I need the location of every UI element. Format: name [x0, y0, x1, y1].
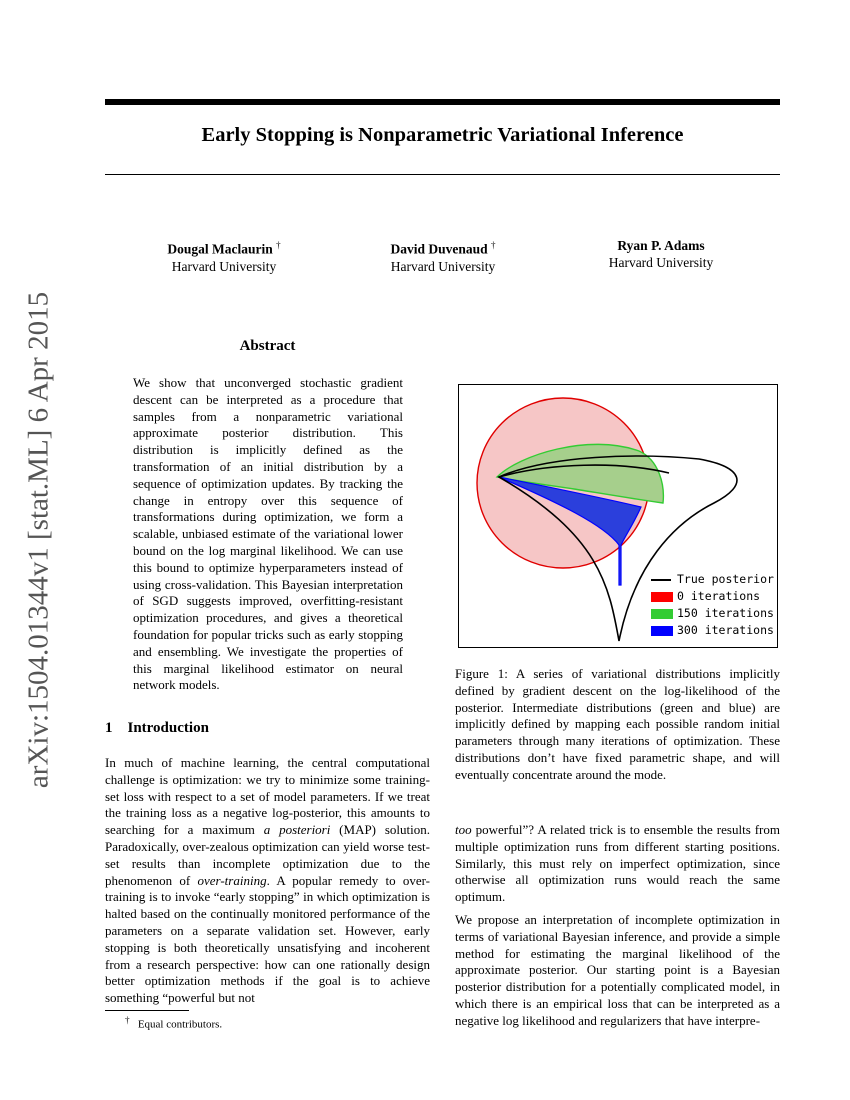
author-affiliation: Harvard University — [390, 258, 496, 274]
author-affiliation: Harvard University — [608, 255, 714, 270]
footnote: † Equal contributors. — [125, 1015, 223, 1031]
legend-red-swatch — [651, 592, 673, 602]
legend-line-swatch — [651, 579, 671, 581]
intro-col2-paragraph-1: too powerful”? A related trick is to ensemble the results from multiple optimization runs from different starting positions. Similarly, this must rely on imperfect optimization, since otherwise all optimization runs would reach the same optimum. — [455, 822, 780, 905]
intro-paragraph-1: In much of machine learning, the central computational challenge is optimization: we try to minimize some training-set loss with respect to a set of model parameters. If we treat the training loss as a negative log-posterior, this amounts to searching for a maximum a posteriori (MAP) solution. Paradoxically, over-zealous optimization can yield worse test-set results than incomplete optimization due to the phenomenon of over-training. A popular remedy to over-training is to invoke “early stopping” in which optimization is halted based on the continually monitored performance of the parameters on a separate validation set. However, early stopping is both theoretically unsatisfying and incoherent from a research perspective: how can one rationally design better optimization methods if the goal is to achieve something “powerful but not — [105, 755, 430, 1006]
figure-1 — [458, 384, 778, 648]
section-title: Introduction — [127, 720, 209, 736]
footnote-rule — [105, 1010, 189, 1011]
author-mark: † — [491, 240, 496, 250]
author-name: David Duvenaud — [390, 241, 488, 257]
abstract-text: We show that unconverged stochastic gradient descent can be interpreted as a procedure that samples from a nonparametric variational approximate posterior distribution. This distribution is implicitly defined as the transformation of an initial distribution by a sequence of optimization updates. By tracking the change in entropy over this sequence of transformations during optimization, we form a scalable, unbiased estimate of the variational lower bound on the log marginal likelihood. We can use this bound to optimize hyperparameters instead of using cross-validation. This Bayesian interpretation of SGD suggests improved, overfitting-resistant optimization procedures, and gives a theoretical foundation for popular tricks such as early stopping and ensembling. We investigate the properties of this marginal likelihood estimator on neural network models. — [133, 375, 403, 693]
author-mark: † — [276, 240, 281, 250]
figure-legend — [651, 572, 774, 640]
legend-item: 300 iterations — [651, 623, 774, 640]
author-affiliation: Harvard University — [171, 258, 277, 274]
author-name: Dougal Maclaurin — [167, 241, 273, 257]
legend-item: 0 iterations — [651, 589, 774, 606]
legend-item: 150 iterations — [651, 606, 774, 623]
author-name: Ryan P. Adams — [617, 238, 705, 253]
paper-title: Early Stopping is Nonparametric Variational Inference — [201, 124, 684, 146]
arxiv-identifier: arXiv:1504.01344v1 [stat.ML] 6 Apr 2015 — [22, 291, 55, 789]
author-block-3 — [561, 237, 761, 271]
title-bottom-rule — [105, 174, 780, 175]
author-block-2 — [343, 237, 543, 275]
arxiv-sidebar — [19, 291, 59, 789]
title-top-rule — [105, 99, 780, 105]
abstract-heading: Abstract — [239, 338, 296, 354]
legend-item: True posterior — [651, 572, 774, 589]
intro-col2-paragraph-2: We propose an interpretation of incomplete optimization in terms of variational Bayesian inference, and provide a simple method for estimating the marginal likelihood of the approximate posterior. Our starting point is a Bayesian posterior distribution for a potentially complicated model, in which there is an empirical loss that can be interpreted as a negative log likelihood and regularizers that have interpre- — [455, 912, 780, 1028]
section-number: 1 — [105, 720, 113, 736]
figure-caption: Figure 1: A series of variational distributions implicitly defined by gradient descent on the log-likelihood of the posterior. Intermediate distributions (green and blue) are implicitly defined by mapping each possible random initial parameters through many iterations of optimization. These distributions don’t have fixed parametric shape, and will eventually concentrate around the mode. — [455, 666, 780, 782]
legend-green-swatch — [651, 609, 673, 619]
legend-blue-swatch — [651, 626, 673, 636]
section-heading — [105, 720, 209, 737]
author-block-1 — [124, 237, 324, 275]
